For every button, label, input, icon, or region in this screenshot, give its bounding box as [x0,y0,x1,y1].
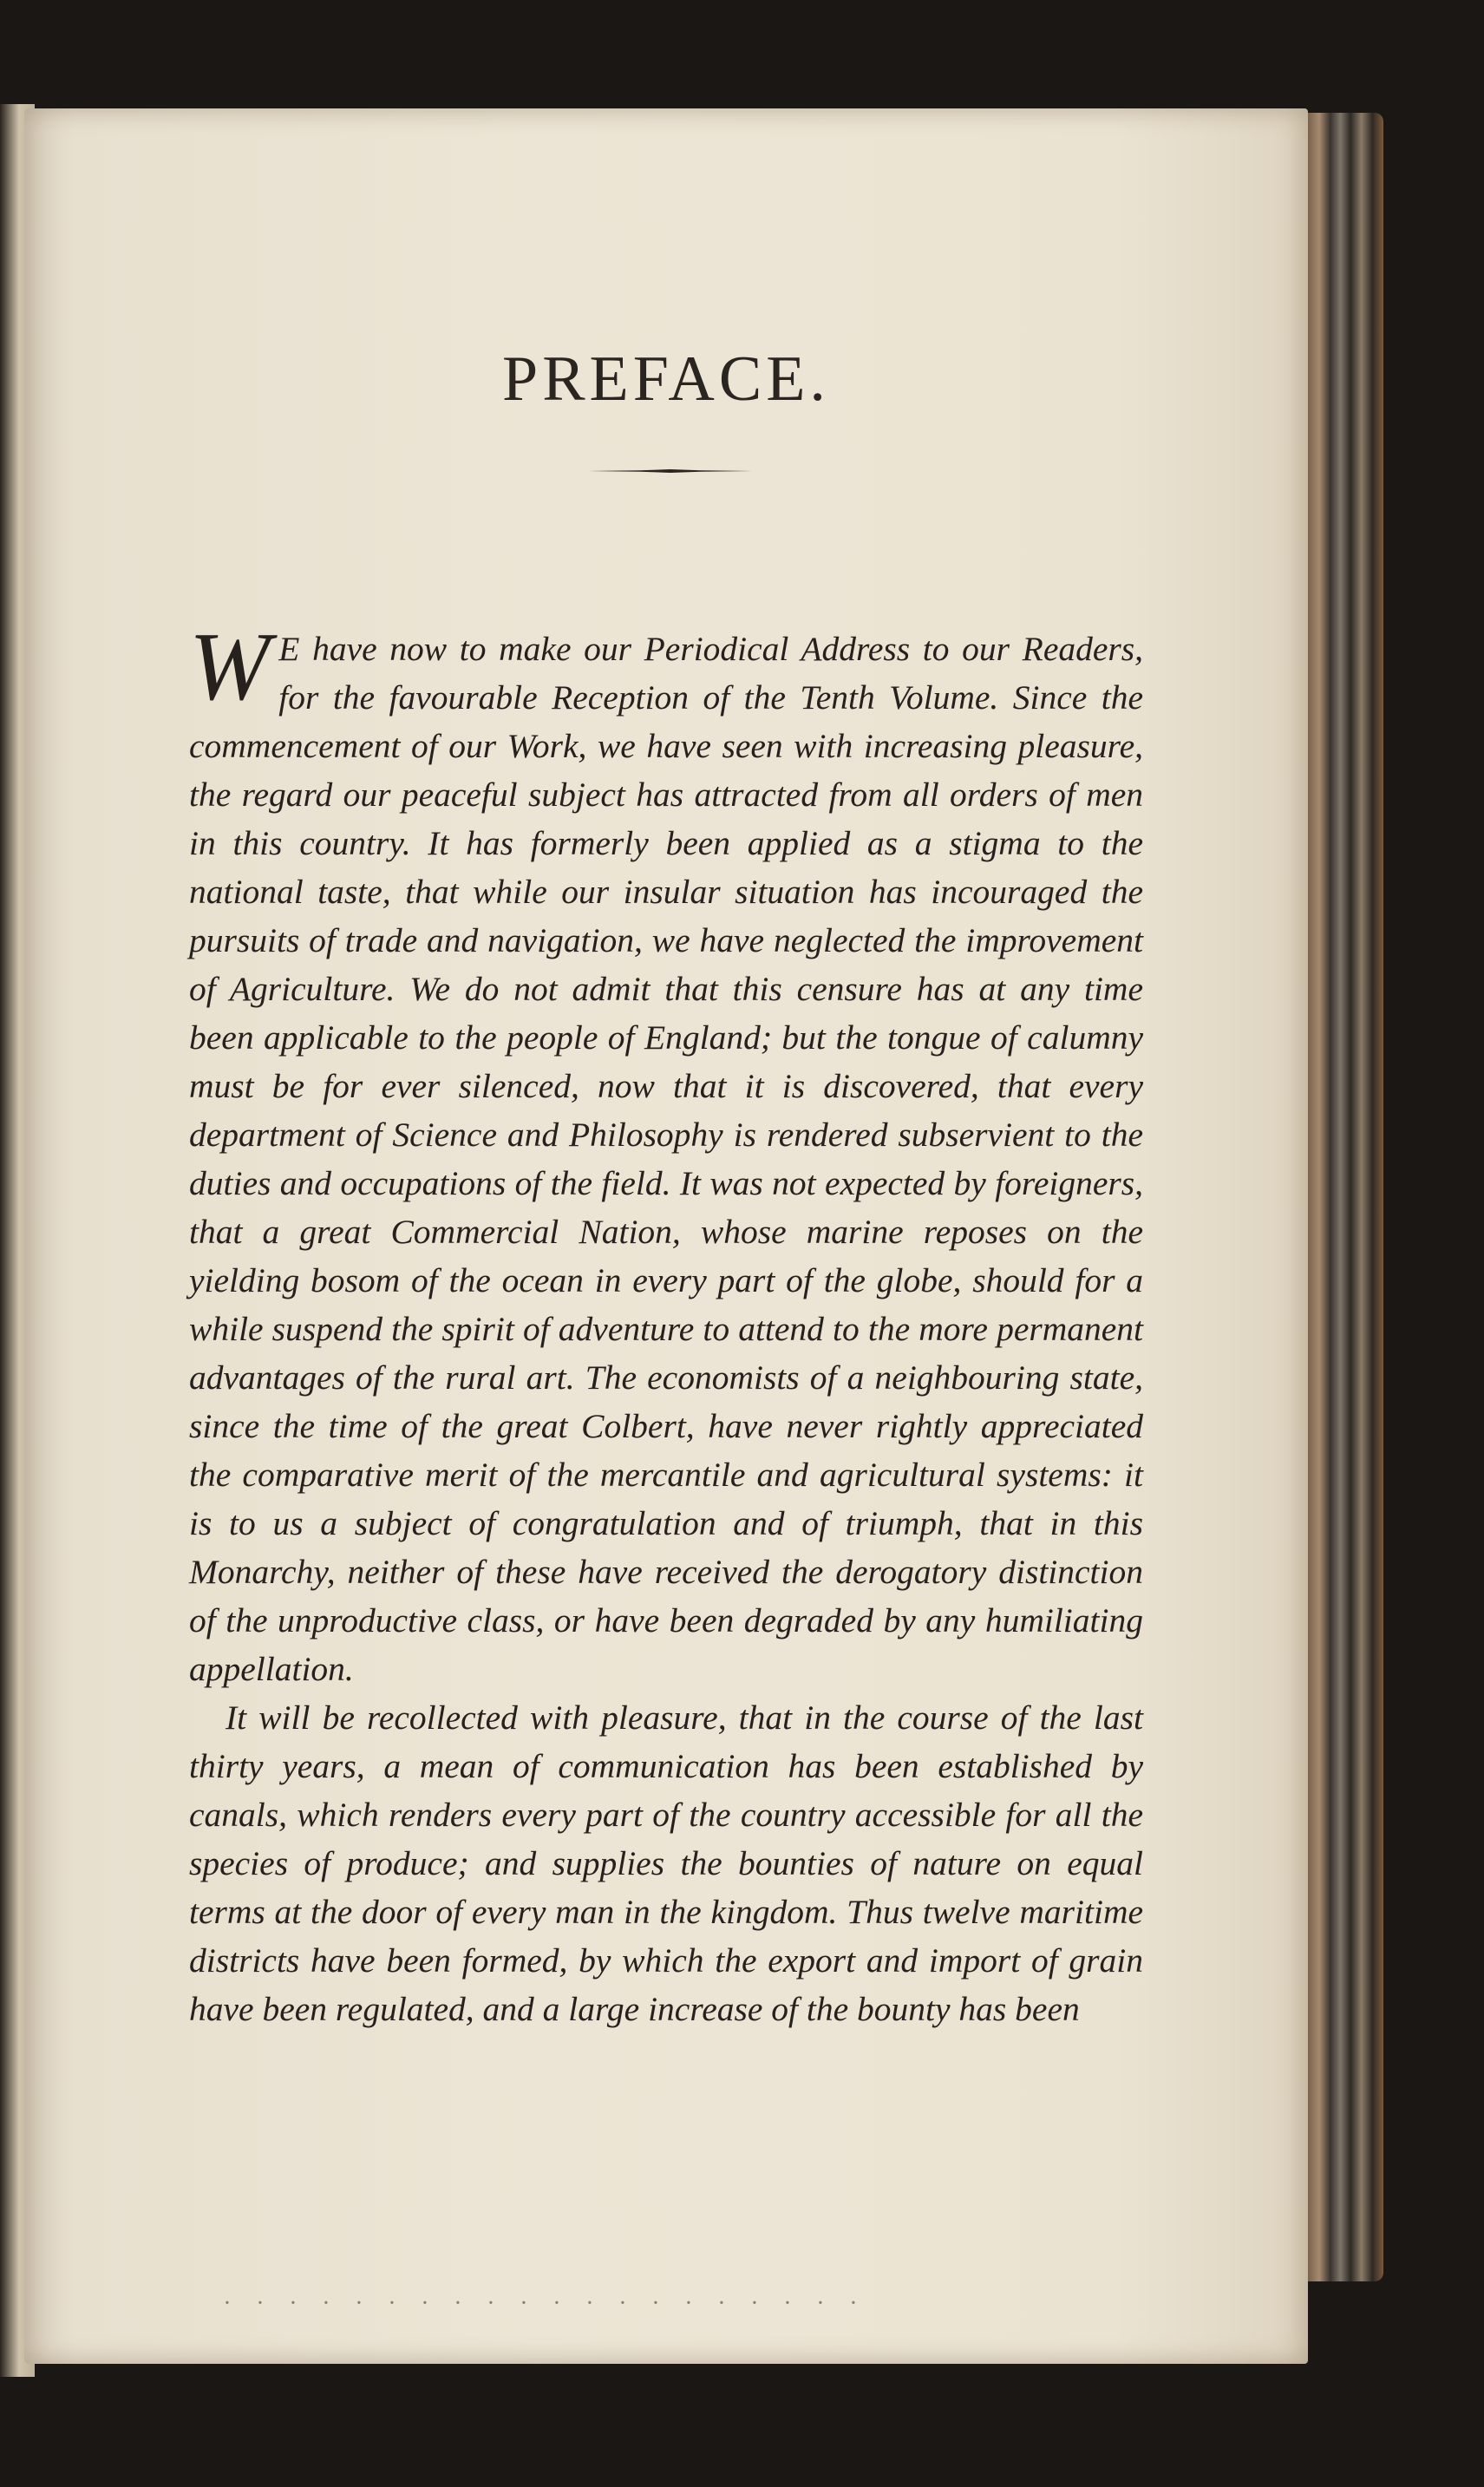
drop-cap: W [189,613,271,721]
page-title: PREFACE. [502,344,830,415]
paragraph-2: It will be recollected with pleasure, that in the course of the last thirty years, a mean of communication has been established by canals, which renders every part of the country accessible for all the species of produce; and supplies the bounties of nature on equal terms at the door of every man in the kingdom. Thus twelve maritime districts have been formed, by which the export and import of grain have been regulated, and a large increase of the bounty has been [189,1698,1143,2028]
faded-bottom-line: · · · · · · · · · · · · · · · · · · · · [224,2290,866,2317]
paragraph-1 [189,613,1143,1693]
paragraph-1-text: E have now to make our Periodical Address to our Readers, for the favourable Reception of the Tenth Volume. Since the commencement of our Work, we have seen with increasing pleasure, the regard our peaceful subject has attracted from all orders of men in this country. It has formerly been applied as a stigma to the national taste, that while our insular situation has incouraged the pursuits of trade and navigation, we have neglected the improvement of Agriculture. We do not admit that this censure has at any time been applicable to the people of England; but the tongue of calumny must be for ever silenced, now that it is discovered, that every department of Science and Philosophy is rendered subservient to the duties and occupations of the field. It was not expected by foreigners, that a great Commercial Nation, whose marine reposes on the yielding bosom of the ocean in every part of the globe, should for a while suspend the spirit of adventure to attend to the more permanent advantages of the rural art. The economists of a neighbouring state, since the time of the great Colbert, have never rightly appreciated the comparative merit of the mercantile and agricultural systems: it is to us a subject of congratulation and of triumph, that in this Monarchy, neither of these have received the derogatory distinction of the unproductive class, or have been degraded by any humiliating appellation. [189,630,1143,1688]
book-fore-edge [1305,113,1383,2281]
book-page [24,108,1308,2364]
ornamental-rule [588,468,753,474]
preface-body [189,613,1143,2033]
